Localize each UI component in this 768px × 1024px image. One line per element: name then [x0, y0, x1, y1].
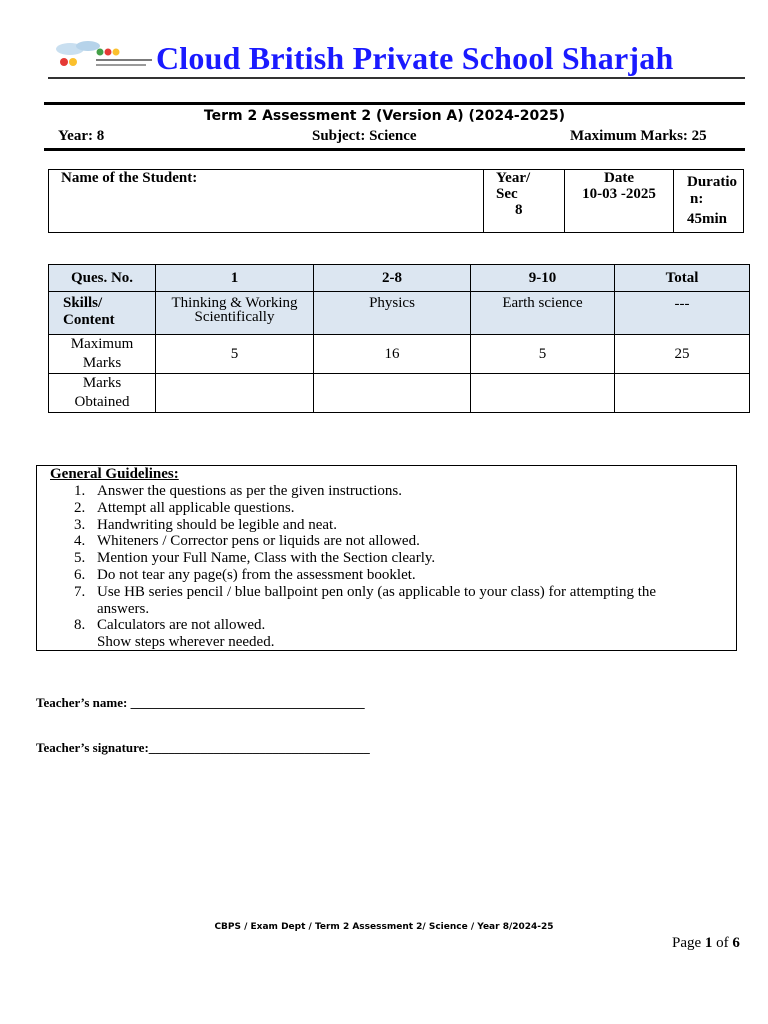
- marks-table: [48, 264, 750, 413]
- teacher-signature-field[interactable]: Teacher’s signature:__________________________________: [36, 740, 370, 755]
- list-item: 7. Use HB series pencil / blue ballpoint pen only (as applicable to your class) for attempting the answers.: [74, 583, 657, 617]
- skill-q1: Thinking & Working Scientifically: [156, 292, 314, 335]
- header-q1: 1: [156, 265, 314, 292]
- page-number: Page 1 of 6: [672, 935, 740, 951]
- duration-value: 45min: [687, 211, 728, 227]
- skills-label-2: Content: [63, 312, 115, 328]
- divider-top: [44, 102, 745, 105]
- marks-obtained-label-1: Marks: [82, 375, 122, 391]
- guidelines-box: [36, 465, 737, 651]
- header-ques-no: Ques. No.: [49, 265, 156, 292]
- guidelines-extra-note: Show steps wherever needed.: [97, 634, 275, 650]
- list-item: 5. Mention your Full Name, Class with the Section clearly.: [74, 550, 436, 567]
- obtained-q2-8[interactable]: [314, 374, 471, 413]
- marks-obtained-row: [49, 374, 750, 413]
- subject-label: Subject: Science: [312, 128, 417, 144]
- marks-obtained-label-2: Obtained: [74, 394, 130, 410]
- list-item: 4. Whiteners / Corrector pens or liquids are not allowed.: [74, 533, 420, 550]
- max-marks-label: [49, 335, 156, 374]
- year-label: Year: 8: [58, 128, 105, 144]
- list-item: 6. Do not tear any page(s) from the assessment booklet.: [74, 566, 416, 583]
- guidelines-title: General Guidelines:: [50, 466, 179, 482]
- obtained-q1[interactable]: [156, 374, 314, 413]
- list-item: 3. Handwriting should be legible and neat.: [74, 516, 337, 533]
- max-q1: 5: [156, 335, 314, 374]
- max-total: 25: [615, 335, 750, 374]
- divider-bottom: [44, 148, 745, 151]
- list-item: 2. Attempt all applicable questions.: [74, 499, 295, 516]
- obtained-q9-10[interactable]: [471, 374, 615, 413]
- list-item: 8. Calculators are not allowed.: [74, 617, 266, 634]
- student-info-table: [48, 169, 744, 233]
- max-marks-label-2: Marks: [82, 355, 122, 371]
- duration-cell: [674, 170, 744, 233]
- skill-q9-10: Earth science: [471, 292, 615, 335]
- duration-label-2: n:: [690, 191, 704, 207]
- max-q9-10: 5: [471, 335, 615, 374]
- max-q2-8: 16: [314, 335, 471, 374]
- skills-row: [49, 292, 750, 335]
- footer-text: CBPS / Exam Dept / Term 2 Assessment 2/ Science / Year 8/2024-25: [214, 922, 554, 932]
- date-cell: [565, 170, 674, 233]
- obtained-total[interactable]: [615, 374, 750, 413]
- school-logo: [52, 40, 154, 72]
- header-q9-10: 9-10: [471, 265, 615, 292]
- header-rule: [48, 77, 745, 79]
- list-item: 1. Answer the questions as per the given instructions.: [74, 483, 402, 499]
- skills-label: [49, 292, 156, 335]
- skill-total: ---: [615, 292, 750, 335]
- skills-label-1: Skills/: [63, 295, 103, 311]
- header-q2-8: 2-8: [314, 265, 471, 292]
- student-name-label: Name of the Student:: [61, 170, 198, 186]
- student-name-cell[interactable]: [49, 170, 484, 233]
- max-marks-row: [49, 335, 750, 374]
- assessment-title: Term 2 Assessment 2 (Version A) (2024-2025): [203, 108, 566, 124]
- duration-label-1: Duratio: [687, 174, 737, 190]
- guidelines-list: [37, 483, 697, 634]
- marks-obtained-label: [49, 374, 156, 413]
- year-sec-label-2: Sec: [496, 186, 518, 202]
- school-title: Cloud British Private School Sharjah: [156, 40, 674, 76]
- skill-q2-8: Physics: [314, 292, 471, 335]
- year-sec-value: 8: [515, 202, 523, 218]
- header-total: Total: [615, 265, 750, 292]
- date-label: Date: [604, 170, 634, 186]
- max-marks-label: Maximum Marks: 25: [570, 128, 707, 144]
- year-sec-label-1: Year/: [496, 170, 531, 186]
- date-value: 10-03 -2025: [582, 186, 656, 202]
- max-marks-label-1: Maximum: [70, 336, 134, 352]
- year-sec-cell: [484, 170, 565, 233]
- teacher-name-field[interactable]: Teacher’s name: ____________________________________: [36, 695, 365, 710]
- table-header-row: [49, 265, 750, 292]
